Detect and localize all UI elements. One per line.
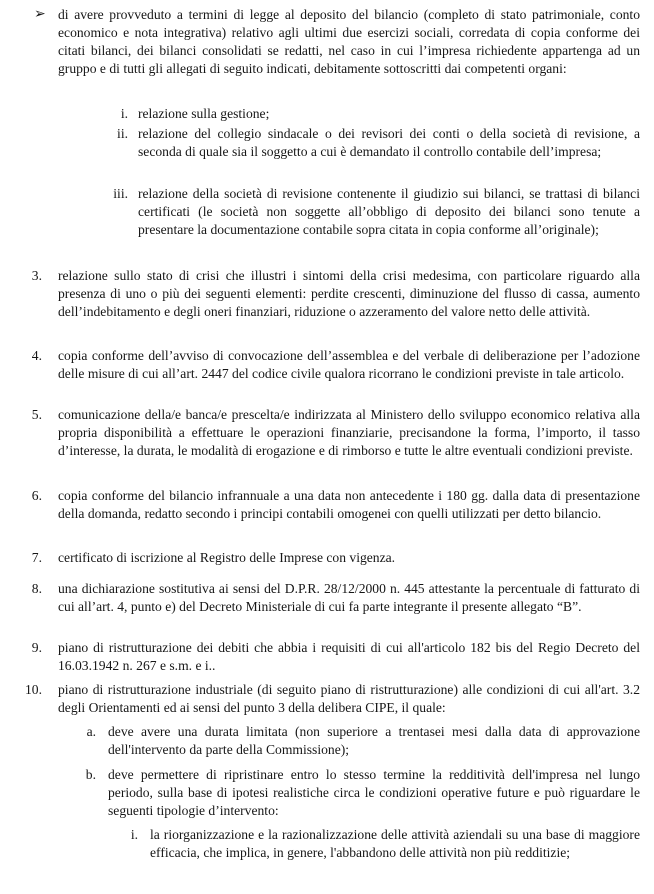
- list-marker: i.: [130, 827, 138, 842]
- list-marker: 6.: [31, 488, 42, 503]
- intro-text: di avere provveduto a termini di legge al deposito del bilancio (completo di stato patrimoniale, conto economico e nota integrativa) relativo agli ultimi due esercizi sociali, corredata di copia conforme dei citati bilanci, dei bilanci consolidati se redatti, nel caso in cui l’impresa richiedente appartenga ad un gruppo e di tutti gli allegati di seguito indicati, debitamente sottoscritti dai competenti organi:: [58, 7, 640, 76]
- list-marker: 4.: [31, 348, 42, 363]
- list-marker: 9.: [31, 640, 42, 655]
- list-item-6: [0, 487, 640, 523]
- list-item-3: [0, 267, 640, 321]
- list-item-5: [0, 406, 640, 460]
- list-item-text: relazione sulla gestione;: [138, 106, 270, 121]
- list-item-text: deve permettere di ripristinare entro lo stesso termine la redditività dell'impresa nel lungo periodo, sulla base di ipotesi realistiche circa le condizioni operative future e può riguardare le seguenti tipologie d’intervento:: [108, 767, 640, 818]
- list-item-10b-i: [0, 826, 640, 862]
- list-item: [0, 125, 640, 161]
- list-marker: 10.: [25, 682, 42, 697]
- list-item-10: [0, 681, 640, 717]
- list-item-text: piano di ristrutturazione industriale (di seguito piano di ristrutturazione) alle condizioni di cui all'art. 3.2 degli Orientamenti ed ai sensi del punto 3 della delibera CIPE, il quale:: [58, 682, 640, 715]
- list-marker: iii.: [113, 186, 128, 201]
- list-item-text: una dichiarazione sostitutiva ai sensi del D.P.R. 28/12/2000 n. 445 attestante la percentuale di fatturato di cui all’art. 4, punto e) del Decreto Ministeriale di cui fa parte integrante il presente allegato “B”.: [58, 581, 640, 614]
- arrow-bullet-icon: ➢: [34, 7, 46, 22]
- list-item-text: relazione della società di revisione contenente il giudizio sui bilanci, se trattasi di bilanci certificati (le società non soggette all’obbligo di deposito dei bilanci sono tenute a presentare la documentazione contabile sopra citata in copia conforme all’originale);: [138, 186, 640, 237]
- list-item-text: comunicazione della/e banca/e prescelta/e indirizzata al Ministero dello sviluppo economico relativa alla propria disponibilità a effettuare le operazioni finanziarie, precisandone la forma, l’importo, il tasso d’interesse, la durata, le modalità di erogazione e di rimborso e tutte le altre eventuali condizioni previste.: [58, 407, 640, 458]
- list-marker: 7.: [31, 550, 42, 565]
- list-marker: ii.: [117, 126, 128, 141]
- list-item-7: [0, 549, 640, 567]
- list-marker: 3.: [31, 268, 42, 283]
- list-item-text: certificato di iscrizione al Registro delle Imprese con vigenza.: [58, 550, 396, 565]
- list-marker: 8.: [31, 581, 42, 596]
- list-item-text: relazione del collegio sindacale o dei revisori dei conti o della società di revisione, a seconda di quale sia il soggetto a cui è demandato il controllo contabile dell’impresa;: [138, 126, 640, 159]
- list-item: [0, 185, 640, 239]
- list-item-8: [0, 580, 640, 616]
- list-item-text: relazione sullo stato di crisi che illustri i sintomi della crisi medesima, con particolare riguardo alla presenza di uno o più dei seguenti elementi: perdite crescenti, diminuzione del flusso di cassa, aumento dell’indebitamento e degli oneri finanziari, riduzione o azzeramento del valore netto delle attività.: [58, 268, 640, 319]
- list-item-text: la riorganizzazione e la razionalizzazione delle attività aziendali su una base di maggiore efficacia, che implica, in genere, l'abbandono delle attività non più redditizie;: [150, 827, 640, 860]
- list-marker: a.: [86, 724, 96, 739]
- list-item-text: copia conforme dell’avviso di convocazione dell’assemblea e del verbale di deliberazione per l’adozione delle misure di cui all’art. 2447 del codice civile qualora ricorrano le condizioni previste in tale articolo.: [58, 348, 640, 381]
- list-item-10a: [0, 723, 640, 759]
- list-item-10b: [0, 766, 640, 820]
- list-item-4: [0, 347, 640, 383]
- list-item-text: piano di ristrutturazione dei debiti che abbia i requisiti di cui all'articolo 182 bis del Regio Decreto del 16.03.1942 n. 267 e s.m. e i..: [58, 640, 640, 673]
- list-marker: b.: [85, 767, 96, 782]
- list-item: [0, 105, 640, 123]
- intro-paragraph: [0, 6, 640, 78]
- list-item-text: deve avere una durata limitata (non superiore a trentasei mesi dalla data di approvazione dell'intervento da parte della Commissione);: [108, 724, 640, 757]
- list-item-9: [0, 639, 640, 675]
- list-item-text: copia conforme del bilancio infrannuale a una data non antecedente i 180 gg. dalla data di presentazione della domanda, redatto secondo i principi contabili omogenei con quelli utilizzati per detto bilancio.: [58, 488, 640, 521]
- list-marker: i.: [120, 106, 128, 121]
- list-marker: 5.: [31, 407, 42, 422]
